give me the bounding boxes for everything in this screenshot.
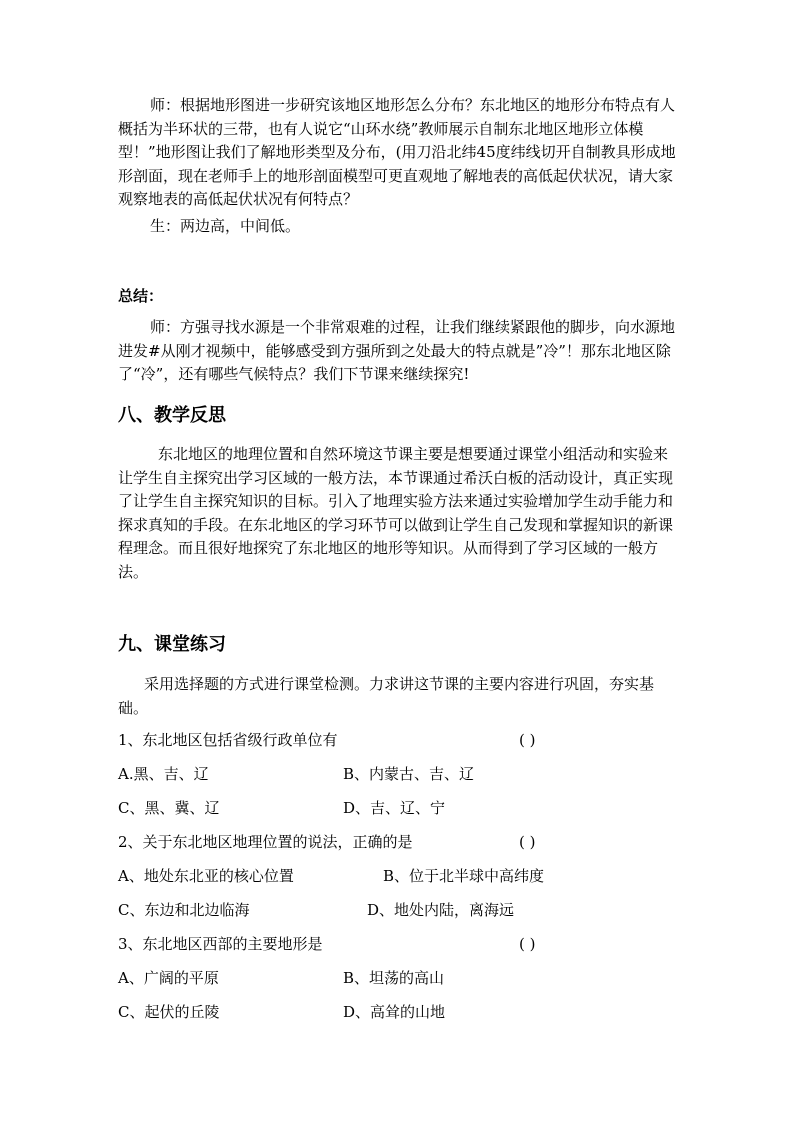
question-1-option-b: B、内蒙古、吉、辽	[343, 765, 475, 783]
question-2-stem: 2、关于东北地区地理位置的说法，正确的是	[118, 833, 413, 851]
exercise-intro: 采用选择题的方式进行课堂检测。力求讲这节课的主要内容进行巩固，夯实基础。	[118, 675, 655, 717]
question-1-option-c: C、黑、冀、辽	[118, 799, 220, 817]
question-1-option-d: D、吉、辽、宁	[343, 799, 446, 817]
reflection-paragraph: 东北地区的地理位置和自然环境这节课主要是想要通过课堂小组活动和实验来让学生自主探究出学习区域的一般方法，本节课通过希沃白板的活动设计，真正实现了让学生自主探究知识的目标。引入了地理实验方法来通过实验增加学生动手能力和探求真知的手段。在东北地区的学习环节可以做到让学生自己发现和掌握知识的新课程理念。而且很好地探究了东北地区的地形等知识。从而得到了学习区域的一般方法。	[118, 445, 674, 581]
summary-label: 总结：	[118, 287, 164, 305]
question-2-option-c: C、东边和北边临海	[118, 901, 250, 919]
question-3-bracket: ( )	[519, 935, 536, 953]
question-2-option-a: A、地处东北亚的核心位置	[118, 867, 294, 885]
question-3-option-d: D、高耸的山地	[343, 1003, 446, 1021]
question-3-option-b: B、坦荡的高山	[343, 969, 445, 987]
question-3-stem: 3、东北地区西部的主要地形是	[118, 935, 323, 953]
question-1-stem: 1、东北地区包括省级行政单位有	[118, 731, 338, 749]
question-2-bracket: ( )	[519, 833, 536, 851]
question-2-option-d: D、地处内陆，离海远	[367, 901, 515, 919]
summary-paragraph: 师：方强寻找水源是一个非常艰难的过程，让我们继续紧跟他的脚步，向水源地进发#从刚才视频中，能够感受到方强所到之处最大的特点就是”冷”！那东北地区除了“冷”，还有哪些气候特点？我们下节课来继续探究!	[118, 318, 676, 383]
teacher-dialogue-paragraph: 师：根据地形图进一步研究该地区地形怎么分布？东北地区的地形分布特点有人概括为半环状的三带，也有人说它“山环水绕”教师展示自制东北地区地形立体模型！”地形图让我们了解地形类型及分布，(用刀沿北纬45度纬线切开自制教具形成地形剖面，现在老师手上的地形剖面模型可更直观地了解地表的高低起伏状况，请大家观察地表的高低起伏状况有何特点？	[118, 96, 676, 208]
student-answer-paragraph: 生：两边高，中间低。	[150, 217, 301, 235]
question-2-option-b: B、位于北半球中高纬度	[383, 867, 545, 885]
reflection-heading: 八、教学反思	[118, 405, 226, 426]
question-3-option-c: C、起伏的丘陵	[118, 1003, 220, 1021]
question-1-option-a: A.黑、吉、辽	[118, 765, 209, 783]
exercise-heading: 九、课堂练习	[118, 634, 226, 655]
question-1-bracket: ( )	[519, 731, 536, 749]
question-3-option-a: A、广阔的平原	[118, 969, 219, 987]
